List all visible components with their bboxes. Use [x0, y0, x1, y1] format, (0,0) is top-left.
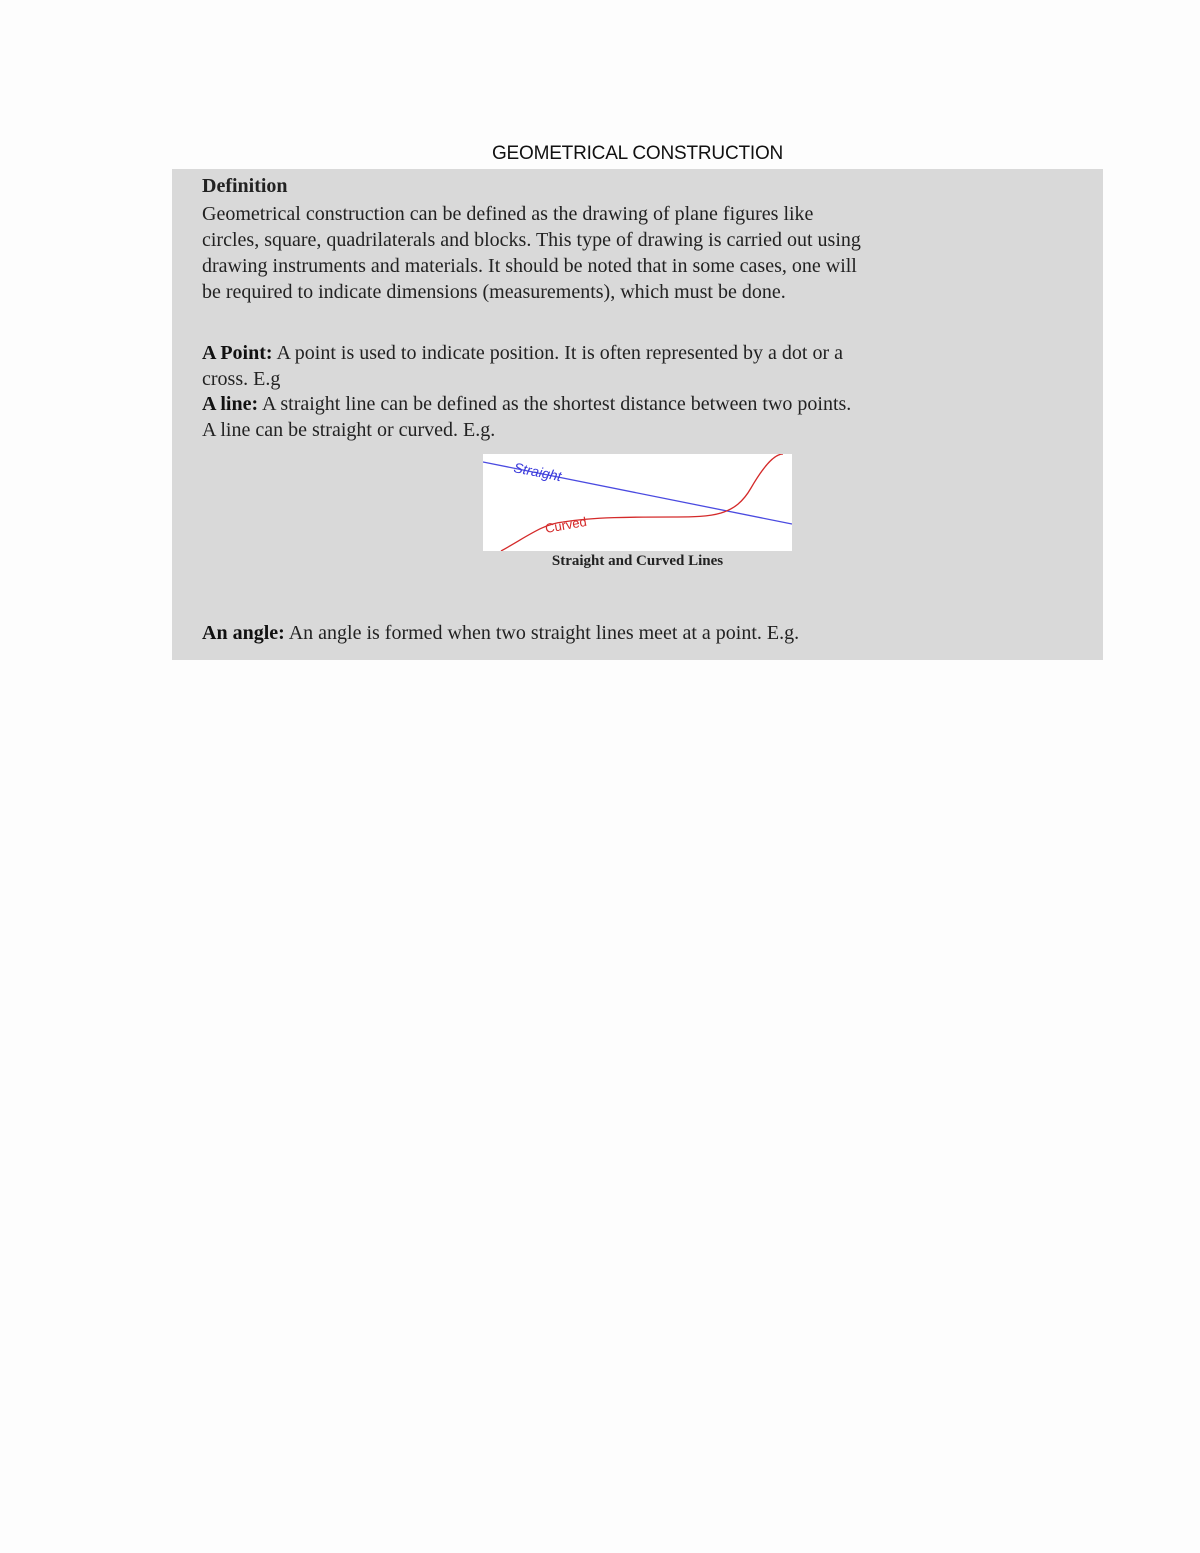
angle-term: An angle: — [202, 622, 285, 644]
definition-line-2: circles, square, quadrilaterals and blocks. This type of drawing is carried out using — [202, 229, 861, 251]
line-line-1 — [202, 391, 851, 417]
curved-label: Curved — [543, 513, 588, 536]
point-line-1 — [202, 340, 843, 366]
line-term: A line: — [202, 393, 259, 415]
page-title: GEOMETRICAL CONSTRUCTION — [491, 143, 784, 164]
definition-line-4: be required to indicate dimensions (measurements), which must be done. — [202, 281, 786, 303]
straight-label: Straight — [512, 459, 563, 485]
line-text: A straight line can be defined as the shortest distance between two points. — [258, 393, 852, 415]
angle-text: An angle is formed when two straight lines meet at a point. E.g. — [284, 622, 800, 644]
angle-line — [202, 620, 799, 646]
line-line-2: A line can be straight or curved. E.g. — [202, 419, 496, 441]
figure-caption: Straight and Curved Lines — [551, 553, 724, 569]
point-line-2: cross. E.g — [202, 368, 281, 390]
definition-heading: Definition — [202, 175, 288, 197]
straight-curved-lines-figure — [483, 454, 792, 551]
content-panel — [172, 169, 1103, 660]
definition-line-3: drawing instruments and materials. It should be noted that in some cases, one will — [202, 255, 857, 277]
point-text: A point is used to indicate position. It is often represented by a dot or a — [272, 342, 844, 364]
point-term: A Point: — [202, 342, 273, 364]
lines-illustration — [483, 454, 792, 551]
definition-line-1: Geometrical construction can be defined as the drawing of plane figures like — [202, 203, 814, 225]
